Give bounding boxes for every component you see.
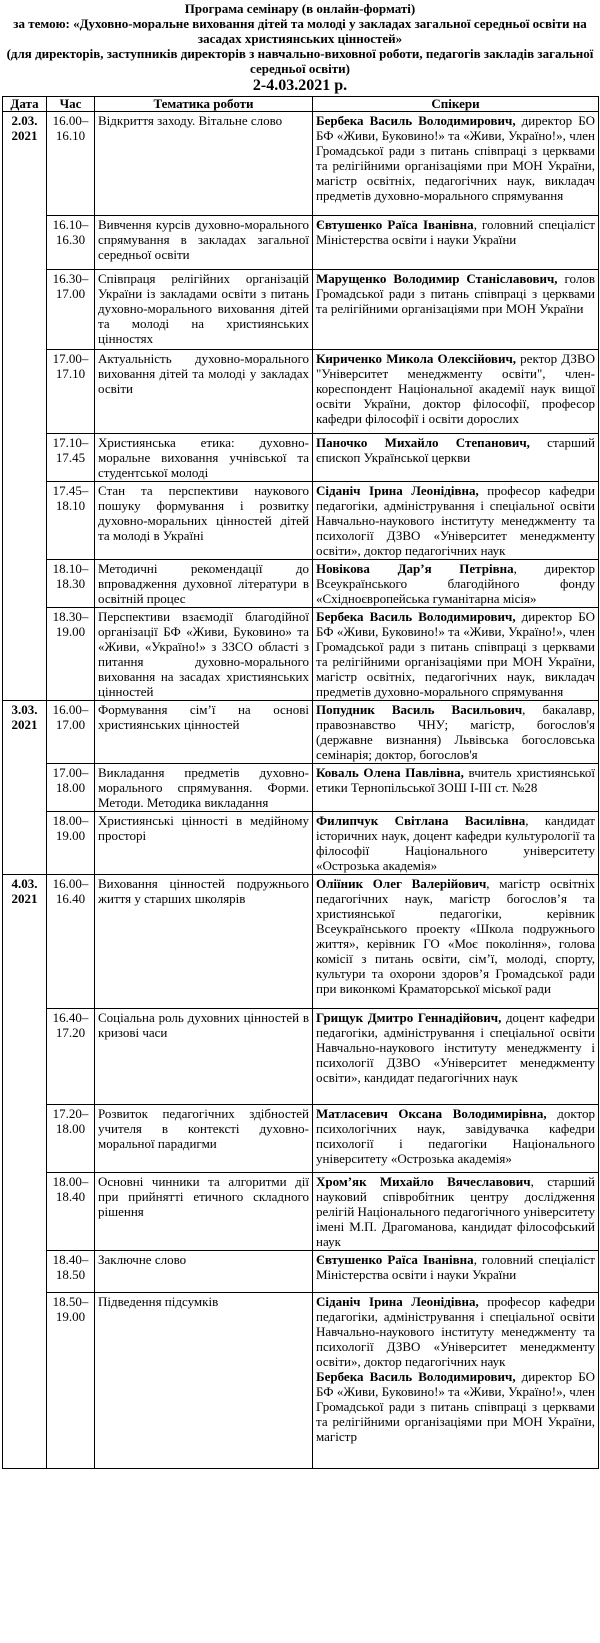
speaker-info: старший єпископ Української церкви [316, 435, 595, 465]
speakers-cell [313, 1105, 599, 1173]
header-dates: 2-4.03.2021 р. [252, 77, 348, 94]
speaker-name: Марущенко Володимир Станіславович, [316, 271, 558, 286]
topic-cell: Стан та перспективи наукового пошуку формування і розвитку духовно-моральних цінностей дітей та молоді в Україні [95, 482, 313, 560]
speaker-info: голов Громадської ради з питань співпраці з церквами та релігійними організаціями при МОН України [316, 271, 595, 316]
speaker-name: Оліїник Олег Валерійович [316, 876, 487, 891]
speaker-entry [316, 271, 595, 316]
speaker-name: Бербека Василь Володимирович, [316, 609, 516, 624]
topic-cell: Актуальність духовно-морального виховання дітей та молоді у закладах освіти [95, 350, 313, 434]
speakers-cell [313, 1009, 599, 1105]
speakers-cell [313, 812, 599, 875]
speaker-entry [316, 561, 595, 606]
topic-cell: Перспективи взаємодії благодійної організації БФ «Живи, Буковино» та «Живи, «Україно!» з ЗЗСО області з питання духовно-морального виховання на засадах християнських цінностей [95, 608, 313, 701]
speaker-info: , бакалавр, правознавство ЧНУ; магістр, богослов'я (державне визнання) Львівська богословська семінарія; доктор, богослов'я [316, 702, 595, 762]
speaker-name: Євтушенко Раїса Іванівна [316, 1252, 474, 1267]
speaker-info: , головний спеціаліст Міністерства освіти і науки України [316, 217, 595, 247]
schedule-row [3, 701, 599, 764]
schedule-body [3, 112, 599, 1469]
header-theme: за темою: «Духовно-моральне виховання дітей та молоді у закладах загальної середньої освіти на засадах християнських цінностей» [13, 16, 587, 46]
speaker-name: Бербека Василь Володимирович, [316, 113, 516, 128]
document-header [2, 0, 598, 95]
topic-cell: Підведення підсумків [95, 1293, 313, 1469]
topic-cell: Соціальна роль духовних цінностей в кризові часи [95, 1009, 313, 1105]
time-cell: 16.40– 17.20 [47, 1009, 95, 1105]
speakers-cell [313, 1251, 599, 1293]
schedule-row [3, 482, 599, 560]
day-date-cell: 4.03. 2021 [3, 875, 47, 1469]
speaker-info: , головний спеціаліст Міністерства освіти і науки України [316, 1252, 595, 1282]
column-header-speakers: Спікери [313, 97, 599, 112]
time-cell: 18.50– 19.00 [47, 1293, 95, 1469]
schedule-row [3, 764, 599, 812]
time-cell: 18.00– 19.00 [47, 812, 95, 875]
speaker-info: доцент кафедри педагогіки, адміністрування і спеціальної освіти Навчально-наукового інституту менеджменту і психології ДЗВО «Університет менеджменту освіти», кандидат педагогічних наук [316, 1010, 595, 1085]
time-cell: 17.00– 18.00 [47, 764, 95, 812]
speaker-name: Попудник Василь Васильович [316, 702, 523, 717]
speaker-entry [316, 876, 595, 996]
speaker-name: Новікова Дар’я Петрівна [316, 561, 514, 576]
speakers-cell [313, 608, 599, 701]
speaker-entry [316, 435, 595, 465]
speaker-info: , старший науковий співробітник центру дослідження релігій Національного педагогічного університету імені М.П. Драгоманова, кандидат філософський наук [316, 1174, 595, 1249]
schedule-row [3, 270, 599, 350]
speaker-info: , директор Всеукраїнського благодійного фонду «Східноєвропейська гуманітарна місія» [316, 561, 595, 606]
topic-cell: Основні чинники та алгоритми дії при прийнятті етичного складного рішення [95, 1173, 313, 1251]
column-header-time: Час [47, 97, 95, 112]
speaker-info: , кандидат історичних наук, доцент кафедри культурології та філософії Національного університету «Острозька академія» [316, 813, 595, 873]
schedule-row [3, 1173, 599, 1251]
speaker-entry [316, 702, 595, 762]
column-header-date: Дата [3, 97, 47, 112]
speakers-cell [313, 112, 599, 216]
speaker-info: директор БО БФ «Живи, Буковино!» та «Живи, Україно!», член Громадської ради з питань співпраці з церквами та релігійними організаціями при МОН України, магістр [316, 1369, 595, 1444]
topic-cell: Співпраця релігійних організацій України із закладами освіти з питань духовно-морального виховання дітей та молоді на християнських цінностях [95, 270, 313, 350]
time-cell: 18.30– 19.00 [47, 608, 95, 701]
speaker-entry [316, 765, 595, 795]
speakers-cell [313, 764, 599, 812]
time-cell: 17.20– 18.00 [47, 1105, 95, 1173]
time-cell: 16.00– 16.40 [47, 875, 95, 1009]
speaker-info: директор БО БФ «Живи, Буковино!» та «Живи, Україно!», член Громадської ради з питань співпраці з церквами та релігійними організаціями при МОН України, магістр освітніх, педагогічних наук, викладач предметів духовно-морального спрямування [316, 609, 595, 699]
speaker-entry [316, 813, 595, 873]
speaker-entry [316, 1369, 595, 1444]
speaker-name: Бербека Василь Володимирович, [316, 1369, 516, 1384]
speakers-cell [313, 1293, 599, 1469]
schedule-row [3, 608, 599, 701]
time-cell: 17.00– 17.10 [47, 350, 95, 434]
speaker-name: Хром’як Михайло Вячеславович [316, 1174, 531, 1189]
schedule-row [3, 812, 599, 875]
schedule-row [3, 875, 599, 1009]
speaker-entry [316, 1174, 595, 1249]
speaker-entry [316, 483, 595, 558]
speakers-cell [313, 434, 599, 482]
schedule-row [3, 560, 599, 608]
speaker-info: професор кафедри педагогіки, адміністрування і спеціальної освіти Навчально-наукового інституту менеджменту та психології ДЗВО «Університет менеджменту освіти», доктор педагогічних наук [316, 483, 595, 558]
topic-cell: Заключне слово [95, 1251, 313, 1293]
day-date-cell: 3.03. 2021 [3, 701, 47, 875]
header-title: Програма семінару (в онлайн-форматі) [184, 1, 416, 16]
speakers-cell [313, 270, 599, 350]
schedule-row [3, 112, 599, 216]
table-header-row [3, 97, 599, 112]
speaker-entry [316, 1106, 595, 1166]
speaker-name: Коваль Олена Павлівна, [316, 765, 464, 780]
schedule-row [3, 1009, 599, 1105]
speakers-cell [313, 350, 599, 434]
speaker-entry [316, 113, 595, 203]
speaker-entry [316, 609, 595, 699]
speaker-info: ректор ДЗВО "Університет менеджменту освіти", член-кореспондент Національної академії наук вищої освіти України, доктор філософії, професор кафедри філософії і освіти дорослих [316, 351, 596, 426]
topic-cell: Формування сім’ї на основі християнських цінностей [95, 701, 313, 764]
speaker-info: професор кафедри педагогіки, адміністрування і спеціальної освіти Навчально-наукового інституту менеджменту та психології ДЗВО «Університет менеджменту освіти», доктор педагогічних наук [316, 1294, 595, 1369]
speaker-name: Євтушенко Раїса Іванівна [316, 217, 474, 232]
topic-cell: Методичні рекомендації до впровадження духовної літератури в освітній процес [95, 560, 313, 608]
speaker-info: доктор психологічних наук, завідувачка кафедри психології і педагогіки Національного університету «Острозька академія» [316, 1106, 595, 1166]
time-cell: 16.00– 17.00 [47, 701, 95, 764]
schedule-row [3, 216, 599, 270]
time-cell: 16.10– 16.30 [47, 216, 95, 270]
speakers-cell [313, 216, 599, 270]
schedule-table [2, 96, 599, 1469]
speaker-info: директор БО БФ «Живи, Буковино!» та «Живи, Україно!», член Громадської ради з питань співпраці з церквами та релігійними організаціями при МОН України, магістр освітніх, педагогічних наук, викладач предметів духовно-морального спрямування [316, 113, 595, 203]
speaker-entry [316, 1294, 595, 1369]
time-cell: 16.30– 17.00 [47, 270, 95, 350]
schedule-row [3, 350, 599, 434]
header-audience: (для директорів, заступників директорів з навчально-виховної роботи, педагогів закладів загальної середньої освіти) [6, 46, 594, 76]
topic-cell: Християнські цінності в медійному просторі [95, 812, 313, 875]
topic-cell: Викладання предметів духовно-морального спрямування. Форми. Методи. Методика викладання [95, 764, 313, 812]
day-date-cell: 2.03. 2021 [3, 112, 47, 701]
time-cell: 18.40– 18.50 [47, 1251, 95, 1293]
speaker-info: вчитель християнської етики Тернопільської ЗОШ I-III ст. №28 [316, 765, 595, 795]
column-header-topic: Тематика роботи [95, 97, 313, 112]
speaker-name: Паночко Михайло Степанович, [316, 435, 530, 450]
topic-cell: Християнська етика: духовно-моральне виховання учнівської та студентської молоді [95, 434, 313, 482]
speakers-cell [313, 482, 599, 560]
speaker-name: Матласевич Оксана Володимирівна, [316, 1106, 547, 1121]
speakers-cell [313, 560, 599, 608]
speakers-cell [313, 1173, 599, 1251]
speaker-info: , магістр освітніх педагогічних наук, магістр богослов’я та християнської педагогіки, керівник Всеукраїнського проекту «Школа подружнього життя», керівник ГО «Моє покоління», голова комісії з питань освіти, сім’ї, молоді, спорту, культури та охорони здоров’я Громадської ради при виконкомі Краматорської міської ради [316, 876, 595, 996]
time-cell: 18.10– 18.30 [47, 560, 95, 608]
speaker-name: Грищук Дмитро Геннадійович, [316, 1010, 502, 1025]
speakers-cell [313, 701, 599, 764]
time-cell: 18.00– 18.40 [47, 1173, 95, 1251]
speaker-entry [316, 351, 595, 426]
speaker-name: Сіданіч Ірина Леонідівна, [316, 483, 479, 498]
schedule-row [3, 1105, 599, 1173]
topic-cell: Вивчення курсів духовно-морального спрямування в закладах загальної середньої освіти [95, 216, 313, 270]
speakers-cell [313, 875, 599, 1009]
speaker-name: Филипчук Світлана Василівна [316, 813, 526, 828]
topic-cell: Відкриття заходу. Вітальне слово [95, 112, 313, 216]
speaker-entry [316, 1252, 595, 1282]
speaker-entry [316, 217, 595, 247]
topic-cell: Розвиток педагогічних здібностей учителя в контексті духовно-моральної парадигми [95, 1105, 313, 1173]
speaker-entry [316, 1010, 595, 1085]
schedule-row [3, 1251, 599, 1293]
time-cell: 16.00– 16.10 [47, 112, 95, 216]
time-cell: 17.45– 18.10 [47, 482, 95, 560]
topic-cell: Виховання цінностей подружнього життя у старших школярів [95, 875, 313, 1009]
schedule-row [3, 434, 599, 482]
time-cell: 17.10– 17.45 [47, 434, 95, 482]
schedule-row [3, 1293, 599, 1469]
speaker-name: Кириченко Микола Олексійович, [316, 351, 517, 366]
speaker-name: Сіданіч Ірина Леонідівна, [316, 1294, 479, 1309]
